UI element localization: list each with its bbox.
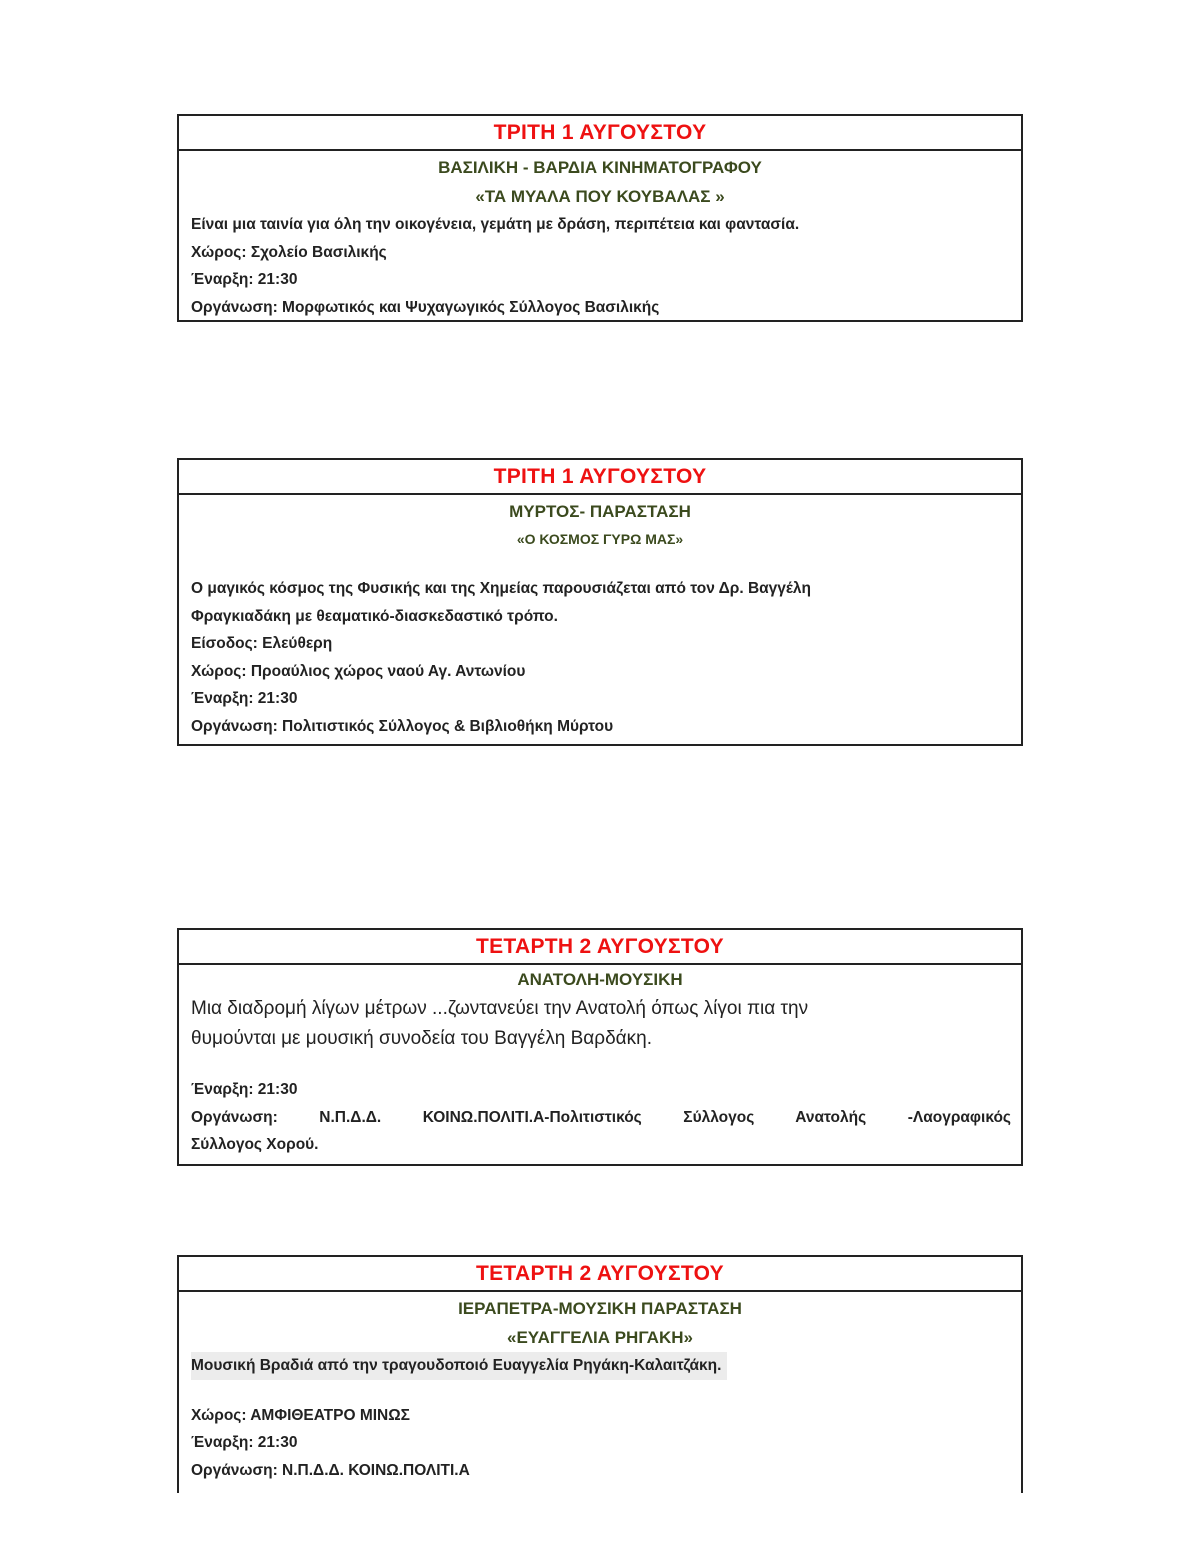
- event-place-title: ΙΕΡΑΠΕΤΡΑ-ΜΟΥΣΙΚΗ ΠΑΡΑΣΤΑΣΗ: [458, 1299, 742, 1318]
- event-date: ΤΕΤΑΡΤΗ 2 ΑΥΓΟΥΣΤΟΥ: [179, 930, 1021, 965]
- event-description: Μουσική Βραδιά από την τραγουδοποιό Ευαγγελία Ρηγάκη-Καλαιτζάκη.: [191, 1352, 727, 1380]
- event-organizer: Οργάνωση: Πολιτιστικός Σύλλογος & Βιβλιοθήκη Μύρτου: [191, 717, 614, 735]
- event-venue: Χώρος: Σχολείο Βασιλικής: [191, 243, 387, 261]
- event-organizer-line-1: Οργάνωση: Ν.Π.Δ.Δ. ΚΟΙΝΩ.ΠΟΛΙΤΙ.Α-Πολιτιστικός Σύλλογος Ανατολής -Λαογραφικός: [191, 1108, 1011, 1126]
- event-start-time: Έναρξη: 21:30: [191, 1081, 298, 1098]
- event-date: ΤΡΙΤΗ 1 ΑΥΓΟΥΣΤΟΥ: [179, 460, 1021, 495]
- event-place-title: ΒΑΣΙΛΙΚΗ - ΒΑΡΔΙΑ ΚΙΝΗΜΑΤΟΓΡΑΦΟΥ: [438, 158, 762, 177]
- event-description-line-2: Φραγκιαδάκη με θεαματικό-διασκεδαστικό τρόπο.: [191, 607, 558, 625]
- event-show-title: «ΕΥΑΓΓΕΛΙΑ ΡΗΓΑΚΗ»: [507, 1328, 693, 1347]
- event-show-title: «Ο ΚΟΣΜΟΣ ΓΥΡΩ ΜΑΣ»: [516, 531, 684, 547]
- event-organizer: Οργάνωση: Ν.Π.Δ.Δ. ΚΟΙΝΩ.ΠΟΛΙΤΙ.Α: [191, 1461, 470, 1479]
- event-organizer: Οργάνωση: Μορφωτικός και Ψυχαγωγικός Σύλλογος Βασιλικής: [191, 298, 660, 316]
- event-entry: Είσοδος: Ελεύθερη: [191, 635, 333, 652]
- event-venue: Χώρος: Προαύλιος χώρος ναού Αγ. Αντωνίου: [191, 662, 526, 680]
- event-start-time: Έναρξη: 21:30: [191, 271, 298, 288]
- event-card-1: [177, 114, 1023, 322]
- event-description-line-2: θυμούνται με μουσική συνοδεία του Βαγγέλη Βαρδάκη.: [191, 1028, 653, 1049]
- event-date: ΤΕΤΑΡΤΗ 2 ΑΥΓΟΥΣΤΟΥ: [179, 1257, 1021, 1292]
- event-start-time: Έναρξη: 21:30: [191, 690, 298, 707]
- event-venue: Χώρος: ΑΜΦΙΘΕΑΤΡΟ ΜΙΝΩΣ: [191, 1406, 410, 1424]
- event-place-title: ΜΥΡΤΟΣ- ΠΑΡΑΣΤΑΣΗ: [509, 502, 691, 521]
- event-place-title: ΑΝΑΤΟΛΗ-ΜΟΥΣΙΚΗ: [517, 970, 683, 989]
- event-date: ΤΡΙΤΗ 1 ΑΥΓΟΥΣΤΟΥ: [179, 116, 1021, 151]
- event-description-line-1: Ο μαγικός κόσμος της Φυσικής και της Χημείας παρουσιάζεται από τον Δρ. Βαγγέλη: [191, 580, 811, 597]
- event-card-4: [177, 1255, 1023, 1493]
- event-card-2: [177, 458, 1023, 746]
- event-show-title: «ΤΑ ΜΥΑΛΑ ΠΟΥ ΚΟΥΒΑΛΑΣ »: [475, 187, 725, 206]
- event-description: Είναι μια ταινία για όλη την οικογένεια, γεμάτη με δράση, περιπέτεια και φαντασία.: [191, 216, 800, 233]
- event-card-3: [177, 928, 1023, 1166]
- event-start-time: Έναρξη: 21:30: [191, 1434, 298, 1451]
- event-organizer-line-2: Σύλλογος Χορού.: [191, 1136, 319, 1153]
- event-description-line-1: Μια διαδρομή λίγων μέτρων ...ζωντανεύει την Ανατολή όπως λίγοι πια την: [191, 998, 809, 1019]
